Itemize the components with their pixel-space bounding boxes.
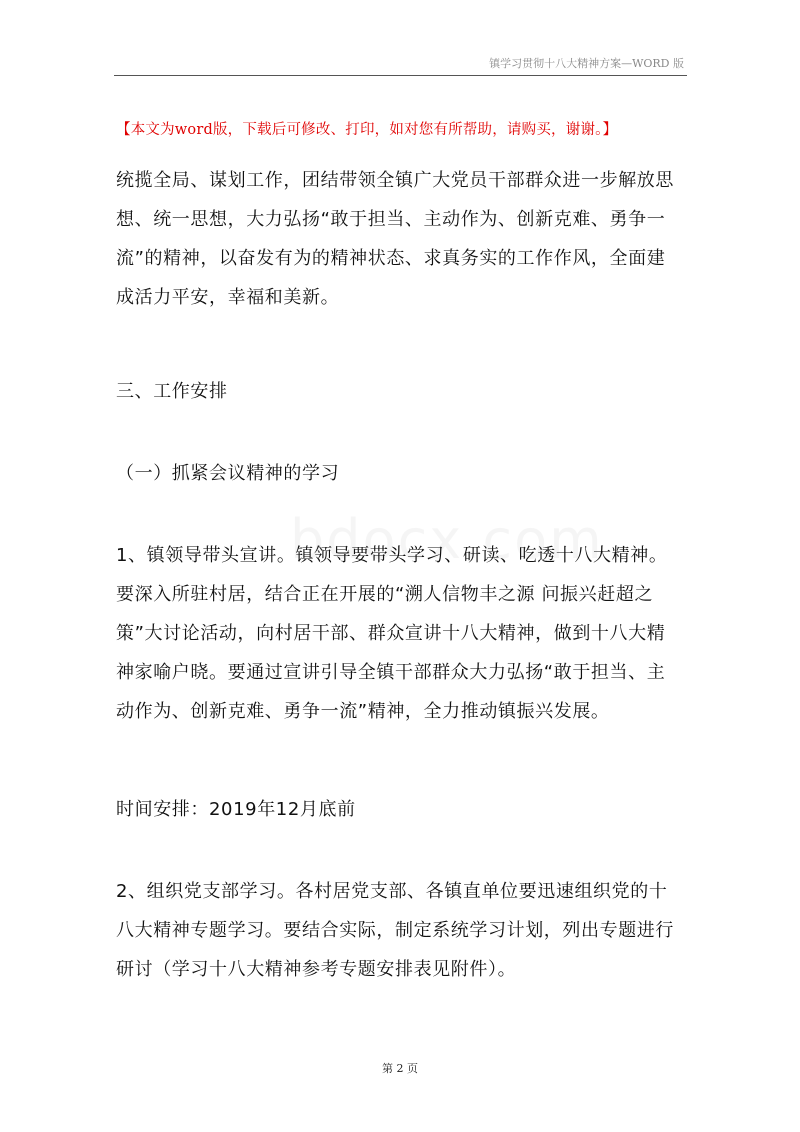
header-title: 镇学习贯彻十八大精神方案—WORD 版 (489, 57, 684, 70)
item-2-line: 2、组织党支部学习。各村居党支部、各镇直单位要迅速组织党的十 (116, 881, 668, 902)
item-2-paragraph (116, 872, 690, 989)
section-heading (116, 372, 690, 411)
time-arrangement-text: 时间安排：2019年12月底前 (116, 799, 356, 820)
item-1-line: 1、镇领导带头宣讲。镇领导要带头学习、研读、吃透十八大精神。 (116, 545, 668, 566)
intro-paragraph (116, 161, 690, 317)
item-1-paragraph (116, 536, 690, 731)
item-1-line: 动作为、创新克难、勇争一流”精神，全力推动镇振兴发展。 (116, 701, 610, 722)
section-heading-text: 三、工作安排 (116, 381, 228, 402)
subsection-heading (116, 454, 690, 493)
subsection-heading-text: （一）抓紧会议精神的学习 (116, 463, 340, 484)
item-2-line: 八大精神专题学习。要结合实际，制定系统学习计划，列出专题进行 (116, 920, 674, 941)
intro-line: 统揽全局、谋划工作，团结带领全镇广大党员干部群众进一步解放思 (116, 170, 674, 191)
time-arrangement (116, 790, 690, 829)
header-divider (114, 75, 687, 76)
item-1-line: 策”大讨论活动，向村居干部、群众宣讲十八大精神，做到十八大精 (116, 623, 666, 644)
page-number: 第 2 页 (382, 1062, 418, 1075)
item-1-line: 要深入所驻村居，结合正在开展的“溯人信物丰之源 问振兴赶超之 (116, 584, 654, 605)
item-1-line: 神家喻户晓。要通过宣讲引导全镇干部群众大力弘扬“敢于担当、主 (116, 662, 666, 683)
intro-line: 成活力平安，幸福和美新。 (116, 287, 340, 308)
intro-line: 想、统一思想，大力弘扬“敢于担当、主动作为、创新克难、勇争一 (116, 209, 666, 230)
item-2-line: 研讨（学习十八大精神参考专题安排表见附件）。 (116, 959, 517, 980)
intro-line: 流”的精神，以奋发有为的精神状态、求真务实的工作作风，全面建 (116, 248, 666, 269)
purchase-notice: 【本文为word版，下载后可修改、打印，如对您有所帮助，请购买，谢谢。】 (116, 122, 618, 138)
